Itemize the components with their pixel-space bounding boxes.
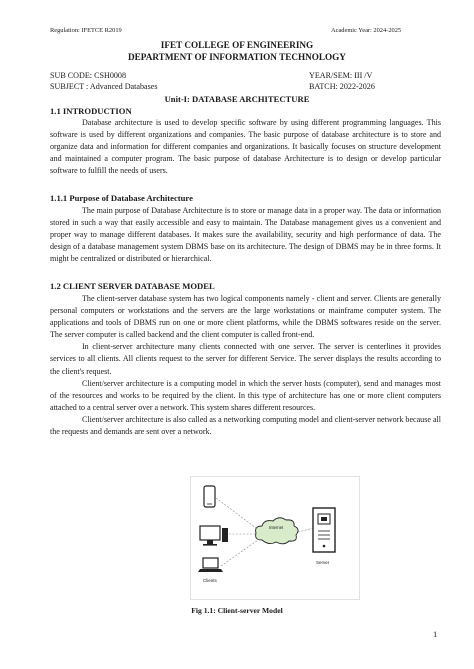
batch: BATCH: 2022-2026	[309, 82, 375, 91]
introduction-paragraph: Database architecture is used to develop specific software by using different programming languages. This software is used by different organizations and companies. The basic purpose of database architecture is to store and organize data and information for different companies and organizations. It basically focuses on structure development and maintained a computer program. The basic purpose of database Architecture is to design or develop particular software to fulfill the needs of users.	[50, 118, 441, 176]
purpose-paragraph: The main purpose of Database Architecture is to store or manage data in a proper way. The data or information stored in such a way that easily accessible and easy to maintain. The Database management gives us a convenient and proper way to manage different databases. It makes sure the availability, security and high performance of data. The design of a database management system DBMS base on its architecture. The design of DBMS may be in three forms. It might be centralized or distributed or hierarchical.	[50, 206, 441, 264]
purpose-text	[50, 205, 441, 265]
client-server-paragraph-1: The client-server database system has two logical components namely - client and server. Clients are generally personal computers or workstations and the servers are the large workstations or mainframe computer system. The applications and tools of DBMS run on one or more client platforms, while the DBMS softwares reside on the server. The server computer is called backend and the client computer is called front-end.	[50, 294, 441, 340]
server-icon	[313, 508, 335, 552]
section-heading-client-server: 1.2 CLIENT SERVER DATABASE MODEL	[50, 281, 215, 291]
section-heading-introduction: 1.1 INTRODUCTION	[50, 106, 132, 116]
client-server-text	[50, 293, 441, 438]
year-sem: YEAR/SEM: III /V	[309, 71, 373, 80]
section-heading-purpose: 1.1.1 Purpose of Database Architecture	[50, 193, 193, 203]
client-server-diagram	[190, 476, 360, 600]
academic-year-header: Academic Year: 2024-2025	[331, 27, 402, 34]
sub-code: SUB CODE: CSH0008	[50, 71, 127, 80]
page-number: 1	[433, 629, 438, 639]
subject: SUBJECT : Advanced Databases	[50, 82, 158, 91]
introduction-text	[50, 117, 441, 177]
clients-label: Clients	[203, 578, 217, 583]
figure-caption: Fig 1.1: Client-server Model	[191, 606, 283, 615]
unit-title: Unit-I: DATABASE ARCHITECTURE	[164, 94, 310, 104]
client-server-paragraph-3: Client/server architecture is a computing model in which the server hosts (computer), send and manages most of the resources and works to be required by the client. In this type of architecture has one or more client computers attached to a central server over a network. This system shares different resources.	[50, 378, 441, 412]
server-label: Server	[316, 560, 330, 565]
client-server-paragraph-2: In client-server architecture many clients connected with one server. The server is centerlines it provides services to all clients. All clients request to the server for different Service. The server displays the results according to the client's request.	[50, 342, 441, 376]
smartphone-icon	[204, 486, 215, 507]
department-name: DEPARTMENT OF INFORMATION TECHNOLOGY	[128, 52, 346, 62]
client-server-paragraph-4: Client/server architecture is also called as a networking computing model and client-server network because all the requests and demands are sent over a network.	[50, 414, 441, 437]
college-name: IFET COLLEGE OF ENGINEERING	[160, 40, 314, 50]
regulation-header: Regulation: IFETCE R2019	[50, 27, 122, 34]
internet-label: Internet	[269, 525, 284, 530]
